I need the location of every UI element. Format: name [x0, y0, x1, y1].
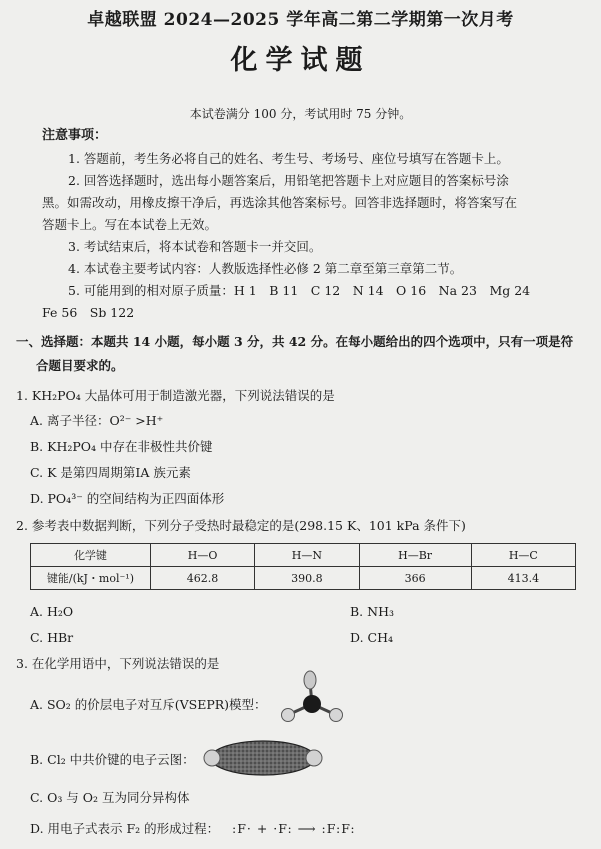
question-2-stem: 2. 参考表中数据判断，下列分子受热时最稳定的是(298.15 K、101 kPa 条件下)	[16, 518, 466, 533]
table-row	[31, 567, 576, 590]
table-header-cell: H—Br	[359, 544, 471, 567]
section-heading: 一、选择题：本题共 14 小题，每小题 3 分，共 42 分。在每小题给出的四个选项中，只有一项是符	[16, 334, 574, 349]
table-cell: 413.4	[471, 567, 575, 590]
table-cell: 462.8	[150, 567, 254, 590]
question-2-option-b: B. NH₃	[350, 604, 394, 619]
exam-title: 卓越联盟 2024—2025 学年高二第二学期第一次月考	[87, 10, 514, 30]
question-2-option-c: C. HBr	[30, 630, 74, 645]
exam-info: 本试卷满分 100 分，考试用时 75 分钟。	[189, 107, 412, 121]
question-3-option-c: C. O₃ 与 O₂ 互为同分异构体	[30, 790, 190, 805]
question-3-stem: 3. 在化学用语中，下列说法错误的是	[16, 656, 220, 671]
table-cell: 366	[359, 567, 471, 590]
table-header-cell: H—N	[255, 544, 359, 567]
question-1-option-b: B. KH₂PO₄ 中存在非极性共价键	[30, 439, 213, 454]
table-header-cell: H—C	[471, 544, 575, 567]
note-item: 5. 可能用到的相对原子质量：H 1 B 11 C 12 N 14 O 16 Na 23 Mg 24	[68, 283, 531, 298]
question-3-option-b: B. Cl₂ 中共价键的电子云图：	[30, 752, 195, 767]
note-item: 4. 本试卷主要考试内容：人教版选择性必修 2 第二章至第三章第二节。	[68, 261, 463, 276]
note-item: 2. 回答选择题时，选出每小题答案后，用铅笔把答题卡上对应题目的答案标号涂	[68, 173, 509, 188]
table-header-cell: H—O	[150, 544, 254, 567]
table-header-cell: 化学键	[31, 544, 151, 567]
table-cell: 390.8	[255, 567, 359, 590]
table-header-row	[31, 544, 576, 567]
note-item: 黑。如需改动，用橡皮擦干净后，再选涂其他答案标号。回答非选择题时，将答案写在	[42, 195, 518, 210]
note-item: 1. 答题前，考生务必将自己的姓名、考生号、考场号、座位号填写在答题卡上。	[68, 151, 509, 166]
electron-cloud-icon	[198, 738, 328, 778]
question-3-option-a: A. SO₂ 的价层电子对互斥(VSEPR)模型：	[30, 697, 267, 712]
vsepr-model-icon	[270, 668, 350, 728]
table-row-label: 键能/(kJ・mol⁻¹)	[31, 567, 151, 590]
question-1-option-d: D. PO₄³⁻ 的空间结构为正四面体形	[30, 491, 225, 506]
notes-heading: 注意事项：	[42, 128, 108, 143]
subject-title: 化学试题	[230, 45, 371, 76]
question-1-option-c: C. K 是第四周期第ⅠA 族元素	[30, 465, 191, 480]
question-2-option-d: D. CH₄	[350, 630, 393, 645]
f2-formation-formula: :F· + ·F: ⟶ :F:F:	[232, 821, 356, 836]
note-item: Fe 56 Sb 122	[42, 305, 135, 320]
question-1-stem: 1. KH₂PO₄ 大晶体可用于制造激光器，下列说法错误的是	[16, 388, 335, 403]
note-item: 答题卡上。写在本试卷上无效。	[42, 217, 218, 232]
section-heading-cont: 合题目要求的。	[36, 358, 124, 373]
note-item: 3. 考试结束后，将本试卷和答题卡一并交回。	[68, 239, 322, 254]
question-2-option-a: A. H₂O	[30, 604, 74, 619]
bond-energy-table	[30, 543, 576, 590]
question-3-option-d: D. 用电子式表示 F₂ 的形成过程：	[30, 821, 220, 836]
question-1-option-a: A. 离子半径：O²⁻ >H⁺	[30, 413, 164, 428]
